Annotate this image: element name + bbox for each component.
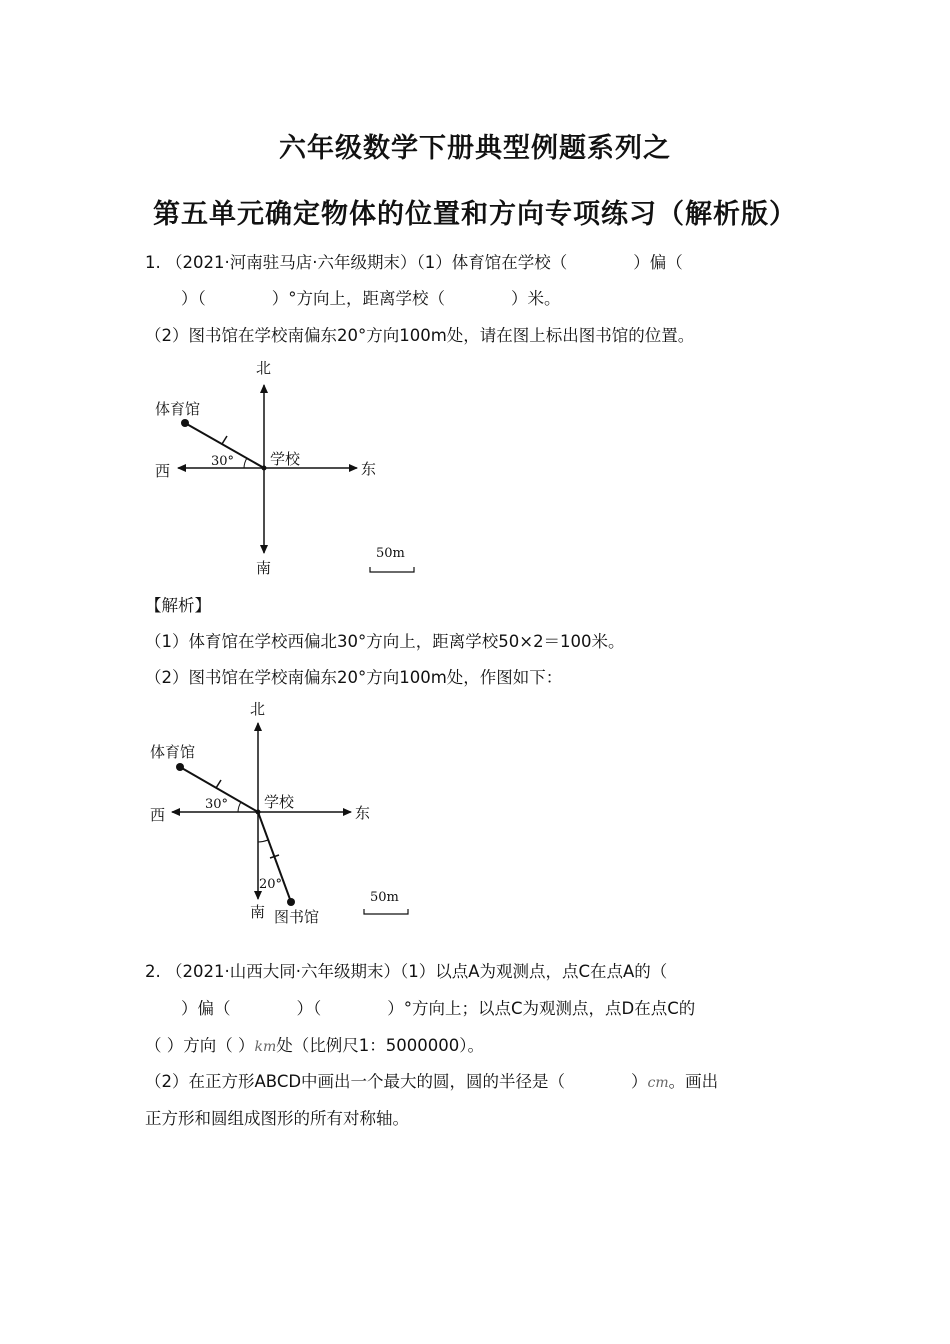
label-north-2: 北: [250, 700, 266, 718]
label-school: 学校: [270, 450, 301, 468]
q1-line-3: （2）图书馆在学校南偏东20°方向100m处，请在图上标出图书馆的位置。: [145, 326, 695, 345]
q2-line-5: 正方形和圆组成图形的所有对称轴。: [145, 1109, 409, 1128]
label-north: 北: [256, 359, 272, 377]
answer-heading: 【解析】: [145, 596, 211, 615]
unit-km: km: [254, 1039, 277, 1055]
angle-arc-30-2: [238, 802, 241, 812]
scale-bar-2: [364, 909, 408, 914]
label-east: 东: [361, 460, 377, 478]
label-scale-2: 50m: [370, 890, 399, 905]
q2-line-2: ）偏（ ）（ ）°方向上；以点C为观测点，点D在点C的: [181, 999, 696, 1018]
answer-line-1: （1）体育馆在学校西偏北30°方向上，距离学校50×2＝100米。: [145, 632, 625, 651]
school-point-2: [256, 810, 261, 815]
label-west-2: 西: [150, 806, 166, 824]
q2-line-1: 2. （2021·山西大同·六年级期末）（1）以点A为观测点，点C在点A的（: [145, 962, 668, 981]
gym-tick-2: [216, 780, 221, 788]
label-gym: 体育馆: [155, 400, 201, 418]
unit-cm: cm: [647, 1075, 669, 1091]
title-line-1: 六年级数学下册典型例题系列之: [279, 133, 671, 164]
q2-line-4-end: 。画出: [668, 1072, 719, 1091]
q2-line-3-end: 处（比例尺1：5000000）。: [276, 1036, 484, 1055]
q1-line-2: ）（ ）°方向上，距离学校（ ）米。: [181, 289, 561, 308]
label-south: 南: [256, 559, 272, 577]
label-gym-2: 体育馆: [150, 743, 196, 761]
q1-line-1: 1. （2021·河南驻马店·六年级期末）（1）体育馆在学校（ ）偏（: [145, 253, 683, 272]
answer-line-2: （2）图书馆在学校南偏东20°方向100m处，作图如下：: [145, 668, 563, 687]
label-east-2: 东: [355, 804, 371, 822]
label-angle-20: 20°: [259, 877, 283, 892]
angle-arc-20: [258, 840, 268, 842]
q2-line-3: [145, 1035, 484, 1058]
label-scale: 50m: [376, 546, 405, 561]
label-west: 西: [155, 462, 171, 480]
label-south-2: 南: [250, 903, 266, 921]
title-line-2: 第五单元确定物体的位置和方向专项练习（解析版）: [153, 199, 797, 230]
q2-line-4: [145, 1071, 718, 1094]
library-point: [287, 898, 295, 906]
label-school-2: 学校: [264, 793, 295, 811]
q2-line-3-start: （ ）方向（ ）: [145, 1036, 255, 1055]
q2-line-4-start: （2）在正方形ABCD中画出一个最大的圆，圆的半径是（ ）: [145, 1072, 648, 1091]
label-library: 图书馆: [274, 908, 320, 926]
gym-point-2: [176, 763, 184, 771]
label-angle-30-2: 30°: [205, 797, 229, 812]
label-angle-30: 30°: [211, 454, 235, 469]
